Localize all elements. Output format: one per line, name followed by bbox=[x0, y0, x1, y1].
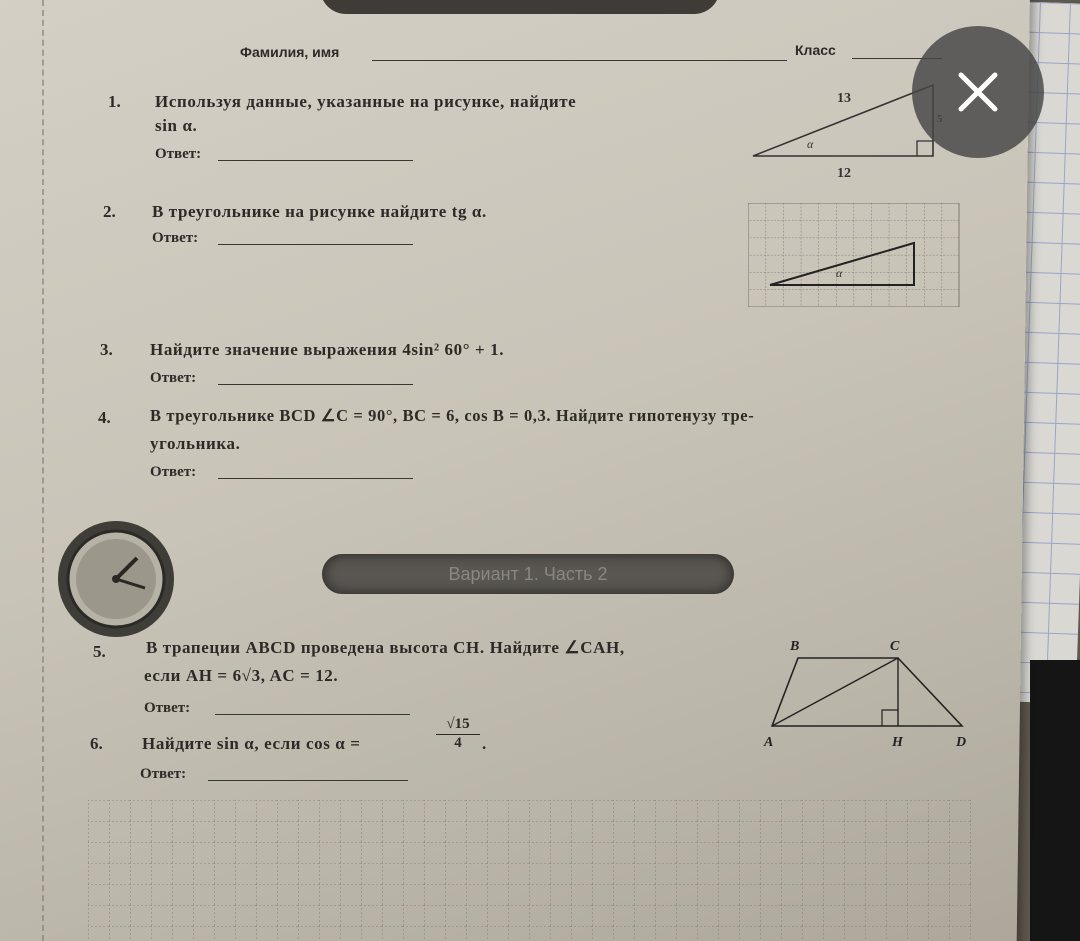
q1-answer-line bbox=[218, 160, 413, 161]
q6-number: 6. bbox=[90, 734, 103, 753]
fig1-base-label: 12 bbox=[837, 166, 851, 181]
fig1-hyp-label: 13 bbox=[837, 91, 851, 106]
q4-number: 4. bbox=[98, 408, 111, 427]
q5-answer-label: Ответ: bbox=[144, 700, 191, 716]
close-button[interactable] bbox=[912, 26, 1044, 158]
fig5-right-angle bbox=[882, 710, 898, 726]
fig5-diagonal-ac bbox=[772, 658, 898, 726]
q3-answer-line bbox=[218, 384, 413, 385]
q4-text-line1: В треугольнике BCD ∠C = 90°, BC = 6, cos B = 0,3. Найдите гипотенузу тре- bbox=[150, 406, 755, 425]
part-2-banner-text: Вариант 1. Часть 2 bbox=[448, 563, 608, 584]
q1-answer-label: Ответ: bbox=[155, 146, 202, 162]
close-icon[interactable] bbox=[955, 69, 1001, 115]
clock-icon bbox=[55, 518, 177, 640]
figure-2-grid-triangle bbox=[748, 203, 960, 307]
q1-number: 1. bbox=[108, 92, 121, 111]
q4-answer-label: Ответ: bbox=[150, 464, 197, 480]
q1-text-line1: Используя данные, указанные на рисунке, найдите bbox=[155, 92, 577, 111]
class-label: Класс bbox=[795, 42, 836, 58]
q3-text-line1: Найдите значение выражения 4sin² 60° + 1. bbox=[150, 340, 505, 359]
bottom-answer-grid bbox=[88, 800, 973, 941]
q3-number: 3. bbox=[100, 340, 113, 359]
q6-fraction-numerator: √15 bbox=[436, 716, 480, 735]
fig5-label-h: H bbox=[892, 735, 903, 750]
q6-fraction-denominator: 4 bbox=[454, 735, 462, 751]
fig5-label-c: C bbox=[890, 639, 900, 654]
q2-number: 2. bbox=[103, 202, 116, 221]
part-2-banner bbox=[322, 554, 734, 594]
q6-fraction bbox=[436, 716, 480, 752]
fig5-label-d: D bbox=[956, 735, 967, 750]
q2-answer-label: Ответ: bbox=[152, 230, 199, 246]
q5-number: 5. bbox=[93, 642, 106, 661]
q5-answer-line bbox=[215, 714, 410, 715]
fig1-right-angle bbox=[917, 141, 933, 156]
q6-answer-line bbox=[208, 780, 408, 781]
fig5-label-a: A bbox=[764, 735, 774, 750]
q2-text-line1: В треугольнике на рисунке найдите tg α. bbox=[152, 202, 487, 221]
q6-answer-label: Ответ: bbox=[140, 766, 187, 782]
figure-5-trapezoid bbox=[760, 634, 975, 754]
q6-text-line1: Найдите sin α, если cos α = bbox=[142, 734, 361, 753]
q3-answer-label: Ответ: bbox=[150, 370, 197, 386]
name-line bbox=[372, 60, 787, 61]
fig2-grid bbox=[748, 203, 959, 307]
fig2-angle-label: α bbox=[836, 266, 843, 280]
name-label: Фамилия, имя bbox=[240, 44, 340, 60]
q5-text-line1: В трапеции ABCD проведена высота CH. Найдите ∠CAH, bbox=[146, 638, 625, 657]
q5-text-line2: если AH = 6√3, AC = 12. bbox=[144, 666, 339, 685]
fig5-trapezoid bbox=[772, 658, 962, 726]
fig1-angle-label: α bbox=[807, 137, 814, 151]
q6-period: . bbox=[482, 734, 487, 753]
fig5-label-b: B bbox=[790, 639, 800, 654]
q4-text-line2: угольника. bbox=[150, 434, 241, 453]
q2-answer-line bbox=[218, 244, 413, 245]
q1-text-line2: sin α. bbox=[155, 116, 198, 135]
q4-answer-line bbox=[218, 478, 413, 479]
